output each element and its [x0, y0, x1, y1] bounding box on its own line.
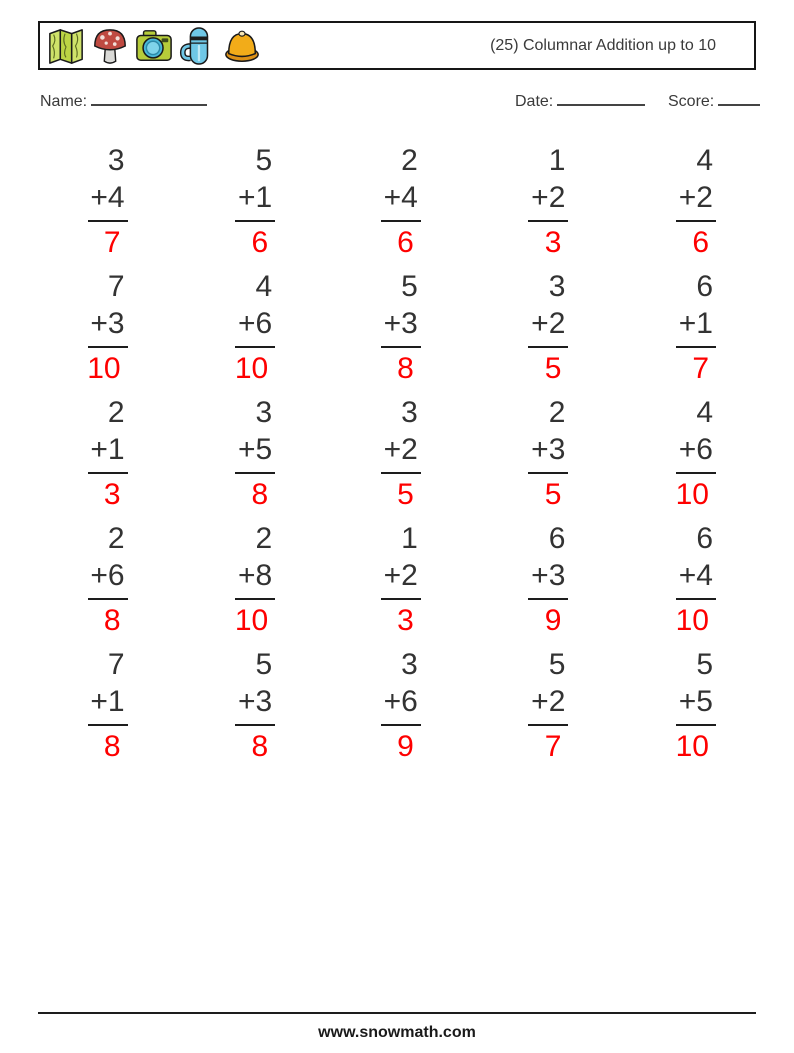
bottom-addend: +5 — [237, 433, 273, 466]
top-addend: 6 — [696, 522, 713, 555]
answer-value: 6 — [397, 226, 414, 259]
bottom-addend: +3 — [90, 307, 125, 340]
top-addend: 2 — [107, 522, 125, 555]
worksheet-header — [38, 21, 756, 70]
bottom-addend: +6 — [237, 307, 273, 340]
addition-problem — [612, 142, 756, 268]
answer-value: 5 — [544, 352, 562, 385]
answer-line — [88, 346, 128, 348]
bottom-addend: +3 — [531, 559, 566, 592]
addition-problem — [612, 394, 756, 520]
addition-problem — [182, 520, 326, 646]
answer-value: 8 — [251, 478, 269, 511]
answer-line — [381, 598, 421, 600]
answer-value: 9 — [397, 730, 414, 763]
top-addend: 3 — [401, 396, 418, 429]
answer-value: 7 — [544, 730, 562, 763]
addition-problem — [325, 646, 469, 772]
answer-value: 10 — [675, 604, 709, 637]
top-addend: 4 — [255, 270, 273, 303]
top-addend: 3 — [548, 270, 566, 303]
answer-line — [528, 598, 568, 600]
bottom-addend: +6 — [383, 685, 418, 718]
bottom-addend: +8 — [237, 559, 273, 592]
addition-problem — [469, 142, 613, 268]
answer-value: 8 — [103, 604, 121, 637]
answer-line — [676, 346, 716, 348]
answer-value: 6 — [251, 226, 269, 259]
top-addend: 5 — [255, 144, 273, 177]
bottom-addend: +2 — [531, 685, 566, 718]
bottom-addend: +3 — [383, 307, 418, 340]
top-addend: 1 — [548, 144, 566, 177]
answer-line — [676, 724, 716, 726]
bottom-addend: +5 — [678, 685, 713, 718]
answer-line — [88, 598, 128, 600]
mushroom-icon — [91, 25, 129, 67]
answer-line — [88, 220, 128, 222]
addition-problem — [469, 268, 613, 394]
top-addend: 2 — [255, 522, 273, 555]
addition-problem — [38, 268, 182, 394]
answer-value: 10 — [234, 352, 269, 385]
answer-line — [528, 346, 568, 348]
top-addend: 5 — [696, 648, 713, 681]
answer-line — [676, 220, 716, 222]
bottom-addend: +1 — [678, 307, 713, 340]
answer-line — [528, 472, 568, 474]
name-blank-line[interactable] — [91, 91, 207, 106]
addition-problem — [469, 646, 613, 772]
bottom-addend: +1 — [90, 685, 125, 718]
date-field — [515, 91, 645, 111]
addition-problem — [182, 142, 326, 268]
date-blank-line[interactable] — [557, 91, 645, 106]
answer-line — [235, 346, 275, 348]
top-addend: 6 — [696, 270, 713, 303]
answer-line — [235, 724, 275, 726]
top-addend: 6 — [548, 522, 566, 555]
answer-value: 7 — [103, 226, 121, 259]
top-addend: 7 — [107, 270, 125, 303]
answer-line — [235, 472, 275, 474]
top-addend: 5 — [255, 648, 273, 681]
top-addend: 2 — [401, 144, 418, 177]
top-addend: 2 — [107, 396, 125, 429]
answer-value: 3 — [103, 478, 121, 511]
worksheet-title: (25) Columnar Addition up to 10 — [490, 36, 716, 54]
addition-problem — [612, 646, 756, 772]
answer-value: 5 — [397, 478, 414, 511]
addition-problem — [612, 268, 756, 394]
addition-problem — [325, 520, 469, 646]
answer-value: 10 — [675, 478, 709, 511]
answer-line — [528, 220, 568, 222]
problems-grid — [38, 142, 756, 772]
bottom-addend: +1 — [90, 433, 125, 466]
answer-value: 10 — [675, 730, 709, 763]
date-label: Date: — [515, 93, 554, 110]
answer-value: 5 — [544, 478, 562, 511]
addition-problem — [38, 520, 182, 646]
answer-value: 8 — [103, 730, 121, 763]
addition-problem — [325, 268, 469, 394]
top-addend: 4 — [696, 396, 713, 429]
answer-value: 8 — [397, 352, 414, 385]
answer-line — [235, 598, 275, 600]
answer-value: 7 — [692, 352, 709, 385]
top-addend: 3 — [401, 648, 418, 681]
answer-line — [381, 472, 421, 474]
addition-problem — [38, 142, 182, 268]
top-addend: 4 — [696, 144, 713, 177]
score-blank-line[interactable] — [718, 91, 760, 106]
hat-icon — [223, 25, 261, 67]
addition-problem — [612, 520, 756, 646]
bottom-addend: +3 — [531, 433, 566, 466]
addition-problem — [325, 394, 469, 520]
addition-problem — [182, 394, 326, 520]
bottom-addend: +1 — [237, 181, 273, 214]
bottom-addend: +6 — [678, 433, 713, 466]
bottom-addend: +2 — [531, 307, 566, 340]
bottom-addend: +4 — [383, 181, 418, 214]
answer-value: 3 — [544, 226, 562, 259]
top-addend: 3 — [107, 144, 125, 177]
top-addend: 5 — [401, 270, 418, 303]
bottom-addend: +2 — [383, 433, 418, 466]
answer-value: 3 — [397, 604, 414, 637]
bottom-addend: +3 — [237, 685, 273, 718]
answer-line — [676, 598, 716, 600]
addition-problem — [38, 646, 182, 772]
top-addend: 3 — [255, 396, 273, 429]
answer-value: 10 — [87, 352, 121, 385]
answer-line — [88, 724, 128, 726]
top-addend: 1 — [401, 522, 418, 555]
answer-value: 6 — [692, 226, 709, 259]
answer-line — [381, 220, 421, 222]
camera-icon — [135, 25, 173, 67]
score-field — [668, 91, 760, 111]
addition-problem — [182, 646, 326, 772]
answer-line — [676, 472, 716, 474]
thermos-icon — [179, 25, 217, 67]
map-icon — [47, 25, 85, 67]
top-addend: 5 — [548, 648, 566, 681]
addition-problem — [325, 142, 469, 268]
bottom-addend: +2 — [383, 559, 418, 592]
name-field — [40, 91, 207, 111]
answer-line — [381, 346, 421, 348]
bottom-addend: +4 — [90, 181, 125, 214]
answer-line — [88, 472, 128, 474]
website-link[interactable]: www.snowmath.com — [318, 1024, 476, 1041]
bottom-addend: +2 — [531, 181, 566, 214]
bottom-addend: +6 — [90, 559, 125, 592]
addition-problem — [38, 394, 182, 520]
footer-divider — [38, 1012, 756, 1014]
score-label: Score: — [668, 93, 715, 110]
answer-value: 8 — [251, 730, 269, 763]
addition-problem — [469, 394, 613, 520]
top-addend: 7 — [107, 648, 125, 681]
answer-value: 10 — [234, 604, 269, 637]
decorative-icon-strip — [40, 25, 261, 67]
top-addend: 2 — [548, 396, 566, 429]
answer-line — [528, 724, 568, 726]
bottom-addend: +2 — [678, 181, 713, 214]
name-label: Name: — [40, 93, 88, 110]
answer-line — [235, 220, 275, 222]
answer-line — [381, 724, 421, 726]
answer-value: 9 — [544, 604, 562, 637]
addition-problem — [182, 268, 326, 394]
addition-problem — [469, 520, 613, 646]
bottom-addend: +4 — [678, 559, 713, 592]
